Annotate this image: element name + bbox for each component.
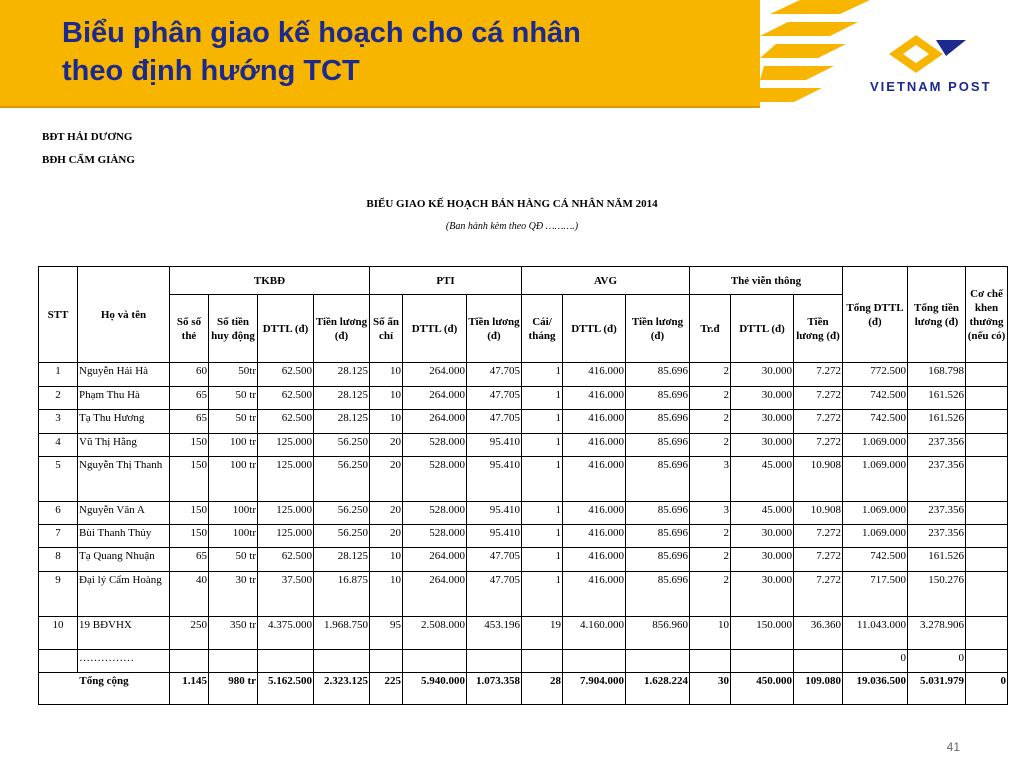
cell-card-dttl (731, 650, 794, 673)
document-title: BIỂU GIAO KẾ HOẠCH BÁN HÀNG CÁ NHÂN NĂM 2014 (366, 198, 658, 210)
cell-pti-dttl: 528.000 (403, 525, 467, 548)
cell-card-amt: 2 (690, 434, 731, 457)
slide-title-line2: theo định hướng TCT (62, 55, 360, 87)
cell-total-sal: 161.526 (908, 387, 966, 410)
slide-title-line1: Biểu phân giao kế hoạch cho cá nhân (62, 17, 581, 49)
cell-bonus (966, 617, 1008, 650)
cell-total-dttl: 0 (843, 650, 908, 673)
cell-pti-dttl: 528.000 (403, 434, 467, 457)
cell-avg-units: 1 (522, 363, 563, 387)
cell-total-dttl: 1.069.000 (843, 525, 908, 548)
cell-tk-dttl: 125.000 (258, 502, 314, 525)
cell-bonus (966, 387, 1008, 410)
cell-pti-prints: 20 (370, 525, 403, 548)
cell-avg-units: 1 (522, 548, 563, 572)
banner-underline (0, 106, 760, 108)
cell-pti-sal: 47.705 (467, 410, 522, 434)
cell-stt: 1 (39, 363, 78, 387)
header-card-salary: Tiền lương (đ) (794, 295, 843, 363)
cell-card-dttl: 30.000 (731, 387, 794, 410)
cell-pti-dttl: 264.000 (403, 363, 467, 387)
cell-total-sal: 237.356 (908, 502, 966, 525)
cell-avg-units: 1 (522, 410, 563, 434)
cell-pti-prints: 10 (370, 363, 403, 387)
cell-card-sal: 7.272 (794, 434, 843, 457)
header-tkbd-dttl: DTTL (đ) (258, 295, 314, 363)
cell-bonus (966, 650, 1008, 673)
table-row (39, 434, 1008, 457)
total-tk-sal: 2.323.125 (314, 673, 370, 705)
cell-tk-books (170, 650, 209, 673)
cell-tk-dttl: 125.000 (258, 434, 314, 457)
cell-total-dttl: 742.500 (843, 548, 908, 572)
cell-total-dttl: 11.043.000 (843, 617, 908, 650)
cell-stt (39, 650, 78, 673)
cell-avg-dttl: 416.000 (563, 434, 626, 457)
cell-card-sal: 10.908 (794, 502, 843, 525)
cell-avg-units: 19 (522, 617, 563, 650)
org-line-1: BĐT HẢI DƯƠNG (42, 131, 133, 143)
cell-avg-sal: 85.696 (626, 548, 690, 572)
total-tk-mob: 980 tr (209, 673, 258, 705)
cell-bonus (966, 434, 1008, 457)
cell-tk-books: 65 (170, 548, 209, 572)
header-avg-units: Cái/ tháng (522, 295, 563, 363)
cell-tk-mob: 50 tr (209, 548, 258, 572)
header-total-salary: Tổng tiền lương (đ) (908, 267, 966, 363)
cell-tk-books: 150 (170, 525, 209, 548)
header-tkbd-mobilized: Số tiền huy động (209, 295, 258, 363)
cell-name: Nguyễn Văn A (78, 502, 170, 525)
cell-card-amt: 2 (690, 363, 731, 387)
total-card-amt: 30 (690, 673, 731, 705)
header-tkbd-salary: Tiền lương (đ) (314, 295, 370, 363)
cell-tk-mob: 100tr (209, 502, 258, 525)
cell-bonus (966, 410, 1008, 434)
cell-total-sal: 161.526 (908, 548, 966, 572)
cell-avg-units: 1 (522, 572, 563, 617)
cell-avg-dttl: 416.000 (563, 502, 626, 525)
cell-total-dttl: 742.500 (843, 410, 908, 434)
logo-panel (760, 0, 1024, 118)
cell-tk-dttl: 62.500 (258, 363, 314, 387)
cell-pti-prints: 20 (370, 502, 403, 525)
cell-avg-sal: 85.696 (626, 410, 690, 434)
cell-stt: 2 (39, 387, 78, 410)
cell-bonus (966, 525, 1008, 548)
cell-total-dttl: 1.069.000 (843, 502, 908, 525)
cell-name: Nguyễn Hải Hà (78, 363, 170, 387)
cell-tk-dttl: 4.375.000 (258, 617, 314, 650)
cell-name: Tạ Quang Nhuận (78, 548, 170, 572)
cell-tk-books: 60 (170, 363, 209, 387)
cell-tk-mob: 100 tr (209, 434, 258, 457)
cell-tk-sal: 56.250 (314, 525, 370, 548)
cell-pti-dttl (403, 650, 467, 673)
table-row (39, 410, 1008, 434)
total-tk-books: 1.145 (170, 673, 209, 705)
cell-tk-sal: 16.875 (314, 572, 370, 617)
cell-card-dttl: 45.000 (731, 457, 794, 502)
cell-card-amt: 2 (690, 548, 731, 572)
cell-avg-dttl: 4.160.000 (563, 617, 626, 650)
total-avg-sal: 1.628.224 (626, 673, 690, 705)
table-row (39, 502, 1008, 525)
cell-card-sal: 7.272 (794, 410, 843, 434)
cell-total-sal: 161.526 (908, 410, 966, 434)
cell-card-sal: 36.360 (794, 617, 843, 650)
cell-tk-dttl: 62.500 (258, 387, 314, 410)
cell-avg-dttl (563, 650, 626, 673)
cell-pti-prints: 10 (370, 387, 403, 410)
cell-card-sal (794, 650, 843, 673)
cell-card-sal: 7.272 (794, 387, 843, 410)
total-avg-units: 28 (522, 673, 563, 705)
total-card-dttl: 450.000 (731, 673, 794, 705)
header-stt: STT (39, 267, 78, 363)
header-avg-dttl: DTTL (đ) (563, 295, 626, 363)
cell-card-sal: 7.272 (794, 572, 843, 617)
header-group-avg: AVG (522, 267, 690, 295)
cell-stt: 7 (39, 525, 78, 548)
cell-tk-books: 250 (170, 617, 209, 650)
table-row (39, 525, 1008, 548)
header-card-amount: Tr.đ (690, 295, 731, 363)
total-pti-dttl: 5.940.000 (403, 673, 467, 705)
cell-avg-units: 1 (522, 525, 563, 548)
document-subtitle: (Ban hành kèm theo QĐ ……….) (445, 221, 579, 232)
cell-pti-dttl: 528.000 (403, 457, 467, 502)
cell-card-sal: 7.272 (794, 363, 843, 387)
cell-pti-sal: 47.705 (467, 572, 522, 617)
vietnam-post-logo-icon (760, 0, 1024, 118)
cell-tk-sal (314, 650, 370, 673)
header-group-card: Thẻ viễn thông (690, 267, 843, 295)
cell-avg-dttl: 416.000 (563, 363, 626, 387)
cell-avg-sal: 85.696 (626, 572, 690, 617)
cell-avg-sal: 85.696 (626, 457, 690, 502)
cell-card-dttl: 30.000 (731, 434, 794, 457)
total-avg-dttl: 7.904.000 (563, 673, 626, 705)
cell-avg-units: 1 (522, 502, 563, 525)
total-label: Tổng cộng (39, 673, 170, 705)
cell-tk-sal: 28.125 (314, 410, 370, 434)
cell-total-dttl: 742.500 (843, 387, 908, 410)
cell-avg-sal: 856.960 (626, 617, 690, 650)
cell-stt: 10 (39, 617, 78, 650)
cell-pti-sal: 95.410 (467, 502, 522, 525)
cell-tk-dttl: 37.500 (258, 572, 314, 617)
cell-total-dttl: 772.500 (843, 363, 908, 387)
cell-pti-sal: 453.196 (467, 617, 522, 650)
org-line-2: BĐH CẨM GIÀNG (42, 154, 135, 166)
cell-pti-sal: 95.410 (467, 457, 522, 502)
cell-tk-mob: 350 tr (209, 617, 258, 650)
cell-pti-sal (467, 650, 522, 673)
cell-bonus (966, 502, 1008, 525)
cell-card-amt: 10 (690, 617, 731, 650)
cell-bonus (966, 548, 1008, 572)
total-pti-sal: 1.073.358 (467, 673, 522, 705)
table-row (39, 363, 1008, 387)
cell-bonus (966, 363, 1008, 387)
cell-tk-books: 65 (170, 410, 209, 434)
cell-total-sal: 237.356 (908, 525, 966, 548)
table-row (39, 650, 1008, 673)
plan-table (38, 266, 1008, 705)
cell-pti-prints: 20 (370, 457, 403, 502)
total-row (39, 673, 1008, 705)
cell-name: 19 BĐVHX (78, 617, 170, 650)
total-bonus: 0 (966, 673, 1008, 705)
cell-card-dttl: 150.000 (731, 617, 794, 650)
cell-avg-units: 1 (522, 387, 563, 410)
cell-card-amt: 2 (690, 525, 731, 548)
cell-stt: 8 (39, 548, 78, 572)
cell-stt: 6 (39, 502, 78, 525)
cell-total-dttl: 1.069.000 (843, 434, 908, 457)
cell-total-sal: 237.356 (908, 457, 966, 502)
cell-stt: 5 (39, 457, 78, 502)
cell-avg-units: 1 (522, 457, 563, 502)
cell-tk-books: 65 (170, 387, 209, 410)
cell-avg-sal: 85.696 (626, 387, 690, 410)
cell-name: Đại lý Cẩm Hoàng (78, 572, 170, 617)
cell-tk-dttl: 125.000 (258, 525, 314, 548)
header-avg-salary: Tiền lương (đ) (626, 295, 690, 363)
cell-stt: 3 (39, 410, 78, 434)
table-row (39, 548, 1008, 572)
cell-pti-prints: 10 (370, 572, 403, 617)
cell-tk-books: 40 (170, 572, 209, 617)
cell-card-dttl: 45.000 (731, 502, 794, 525)
cell-total-sal: 168.798 (908, 363, 966, 387)
cell-name: Phạm Thu Hà (78, 387, 170, 410)
table-row (39, 617, 1008, 650)
header-tkbd-books: Số sổ thẻ (170, 295, 209, 363)
cell-tk-mob: 50 tr (209, 410, 258, 434)
cell-avg-sal: 85.696 (626, 363, 690, 387)
cell-avg-sal: 85.696 (626, 434, 690, 457)
cell-avg-units: 1 (522, 434, 563, 457)
header-pti-salary: Tiền lương (đ) (467, 295, 522, 363)
cell-card-amt: 3 (690, 502, 731, 525)
cell-total-sal: 0 (908, 650, 966, 673)
header-pti-prints: Số ấn chỉ (370, 295, 403, 363)
cell-pti-prints (370, 650, 403, 673)
header-group-pti: PTI (370, 267, 522, 295)
cell-avg-dttl: 416.000 (563, 387, 626, 410)
cell-pti-dttl: 528.000 (403, 502, 467, 525)
cell-tk-mob: 100tr (209, 525, 258, 548)
table-row (39, 457, 1008, 502)
cell-tk-mob (209, 650, 258, 673)
slide-title (62, 14, 581, 90)
cell-pti-prints: 20 (370, 434, 403, 457)
total-tk-dttl: 5.162.500 (258, 673, 314, 705)
cell-tk-dttl: 125.000 (258, 457, 314, 502)
header-pti-dttl: DTTL (đ) (403, 295, 467, 363)
cell-card-sal: 7.272 (794, 525, 843, 548)
cell-name: Vũ Thị Hằng (78, 434, 170, 457)
cell-total-sal: 237.356 (908, 434, 966, 457)
cell-avg-dttl: 416.000 (563, 410, 626, 434)
cell-tk-books: 150 (170, 502, 209, 525)
cell-tk-books: 150 (170, 457, 209, 502)
header-card-dttl: DTTL (đ) (731, 295, 794, 363)
cell-card-sal: 10.908 (794, 457, 843, 502)
cell-bonus (966, 572, 1008, 617)
cell-card-amt: 2 (690, 410, 731, 434)
cell-card-dttl: 30.000 (731, 572, 794, 617)
cell-pti-sal: 47.705 (467, 363, 522, 387)
brand-name: VIETNAM POST (870, 79, 992, 94)
cell-card-sal: 7.272 (794, 548, 843, 572)
cell-avg-sal: 85.696 (626, 525, 690, 548)
cell-tk-sal: 1.968.750 (314, 617, 370, 650)
cell-tk-dttl: 62.500 (258, 548, 314, 572)
cell-tk-sal: 28.125 (314, 363, 370, 387)
cell-avg-dttl: 416.000 (563, 525, 626, 548)
cell-total-sal: 3.278.906 (908, 617, 966, 650)
cell-tk-sal: 56.250 (314, 434, 370, 457)
cell-tk-mob: 30 tr (209, 572, 258, 617)
total-total-dttl: 19.036.500 (843, 673, 908, 705)
cell-card-dttl: 30.000 (731, 548, 794, 572)
cell-avg-dttl: 416.000 (563, 548, 626, 572)
cell-pti-dttl: 2.508.000 (403, 617, 467, 650)
cell-pti-sal: 95.410 (467, 525, 522, 548)
header-total-dttl: Tổng DTTL (đ) (843, 267, 908, 363)
cell-avg-sal (626, 650, 690, 673)
header-name: Họ và tên (78, 267, 170, 363)
cell-pti-prints: 10 (370, 548, 403, 572)
total-card-sal: 109.080 (794, 673, 843, 705)
cell-card-dttl: 30.000 (731, 525, 794, 548)
cell-pti-sal: 47.705 (467, 387, 522, 410)
cell-name: Bùi Thanh Thủy (78, 525, 170, 548)
total-total-sal: 5.031.979 (908, 673, 966, 705)
cell-tk-mob: 50 tr (209, 387, 258, 410)
cell-pti-sal: 47.705 (467, 548, 522, 572)
cell-stt: 4 (39, 434, 78, 457)
table-row (39, 572, 1008, 617)
cell-total-sal: 150.276 (908, 572, 966, 617)
cell-name: …………… (78, 650, 170, 673)
cell-tk-dttl: 62.500 (258, 410, 314, 434)
cell-tk-sal: 56.250 (314, 502, 370, 525)
cell-total-dttl: 1.069.000 (843, 457, 908, 502)
cell-tk-mob: 100 tr (209, 457, 258, 502)
table-row (39, 387, 1008, 410)
cell-avg-units (522, 650, 563, 673)
cell-pti-dttl: 264.000 (403, 548, 467, 572)
cell-card-amt: 2 (690, 387, 731, 410)
cell-bonus (966, 457, 1008, 502)
cell-stt: 9 (39, 572, 78, 617)
cell-pti-dttl: 264.000 (403, 387, 467, 410)
cell-tk-mob: 50tr (209, 363, 258, 387)
cell-avg-dttl: 416.000 (563, 457, 626, 502)
cell-card-amt (690, 650, 731, 673)
page-number: 41 (946, 740, 960, 754)
cell-card-dttl: 30.000 (731, 410, 794, 434)
cell-tk-sal: 56.250 (314, 457, 370, 502)
cell-total-dttl: 717.500 (843, 572, 908, 617)
cell-avg-sal: 85.696 (626, 502, 690, 525)
plan-table-body (39, 363, 1008, 705)
cell-tk-sal: 28.125 (314, 387, 370, 410)
header-bonus: Cơ chế khen thưởng (nếu có) (966, 267, 1008, 363)
cell-pti-sal: 95.410 (467, 434, 522, 457)
total-pti-prints: 225 (370, 673, 403, 705)
cell-name: Nguyễn Thị Thanh (78, 457, 170, 502)
cell-tk-sal: 28.125 (314, 548, 370, 572)
cell-name: Tạ Thu Hương (78, 410, 170, 434)
header-group-tkbd: TKBĐ (170, 267, 370, 295)
cell-card-amt: 3 (690, 457, 731, 502)
cell-tk-dttl (258, 650, 314, 673)
cell-avg-dttl: 416.000 (563, 572, 626, 617)
cell-card-dttl: 30.000 (731, 363, 794, 387)
cell-pti-prints: 95 (370, 617, 403, 650)
cell-pti-dttl: 264.000 (403, 572, 467, 617)
cell-tk-books: 150 (170, 434, 209, 457)
cell-card-amt: 2 (690, 572, 731, 617)
cell-pti-prints: 10 (370, 410, 403, 434)
cell-pti-dttl: 264.000 (403, 410, 467, 434)
